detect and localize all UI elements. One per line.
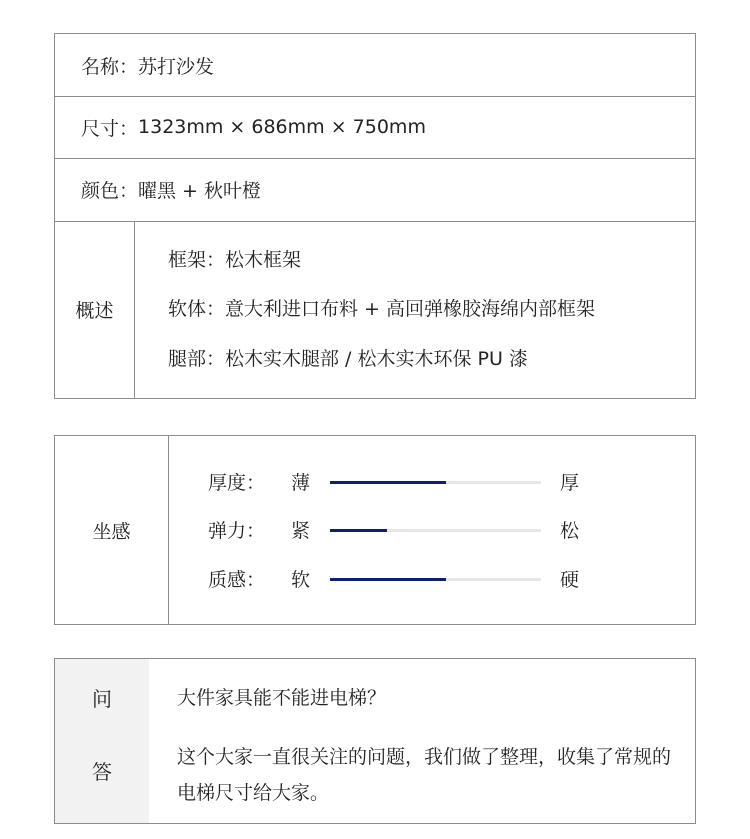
color-label: 颜色： (81, 180, 139, 202)
question-text: 大件家具能不能进电梯？ (177, 687, 387, 709)
feel-level-bar (330, 481, 446, 484)
feel-row-texture (168, 565, 695, 595)
spec-row-overview (55, 221, 695, 398)
feel-row-thickness (168, 468, 695, 498)
sitting-feel-panel (54, 435, 696, 625)
overview-frame: 框架：松木框架 (168, 249, 302, 271)
feel-track (330, 529, 541, 532)
feel-min-label: 紧 (291, 520, 311, 542)
feel-level-bar (330, 578, 446, 581)
feel-row-label: 质感： (208, 569, 266, 591)
feel-track (330, 578, 541, 581)
feel-row-elasticity (168, 516, 695, 546)
sitting-feel-label: 坐感 (55, 436, 169, 624)
feel-min-label: 薄 (291, 472, 311, 494)
answer-mark-label: 答 (92, 760, 112, 784)
spec-table (54, 33, 696, 399)
feel-max-label: 厚 (560, 472, 580, 494)
overview-legs: 腿部：松木实木腿部 / 松木实木环保 PU 漆 (168, 348, 528, 370)
overview-label: 概述 (55, 221, 135, 398)
answer-text: 这个大家一直很关注的问题，我们做了整理，收集了常规的电梯尺寸给大家。 (177, 746, 672, 804)
qa-panel (54, 658, 696, 824)
feel-level-bar (330, 529, 387, 532)
feel-min-label: 软 (291, 569, 311, 591)
color-value: 曜黑 + 秋叶橙 (138, 180, 262, 202)
size-value: 1323mm × 686mm × 750mm (138, 116, 426, 138)
question-mark-label: 问 (92, 687, 112, 711)
feel-max-label: 松 (560, 520, 580, 542)
name-label: 名称： (81, 55, 139, 78)
feel-row-label: 弹力： (208, 520, 266, 542)
qa-side-column (55, 659, 149, 823)
name-value: 苏打沙发 (138, 55, 215, 78)
overview-upholstery: 软体：意大利进口布料 + 高回弹橡胶海绵内部框架 (168, 298, 596, 320)
spec-row-name (55, 34, 695, 97)
size-label: 尺寸： (81, 117, 139, 140)
feel-max-label: 硬 (560, 569, 580, 591)
spec-row-size (55, 96, 695, 159)
feel-track (330, 481, 541, 484)
feel-row-label: 厚度： (208, 472, 266, 494)
spec-row-color (55, 158, 695, 222)
